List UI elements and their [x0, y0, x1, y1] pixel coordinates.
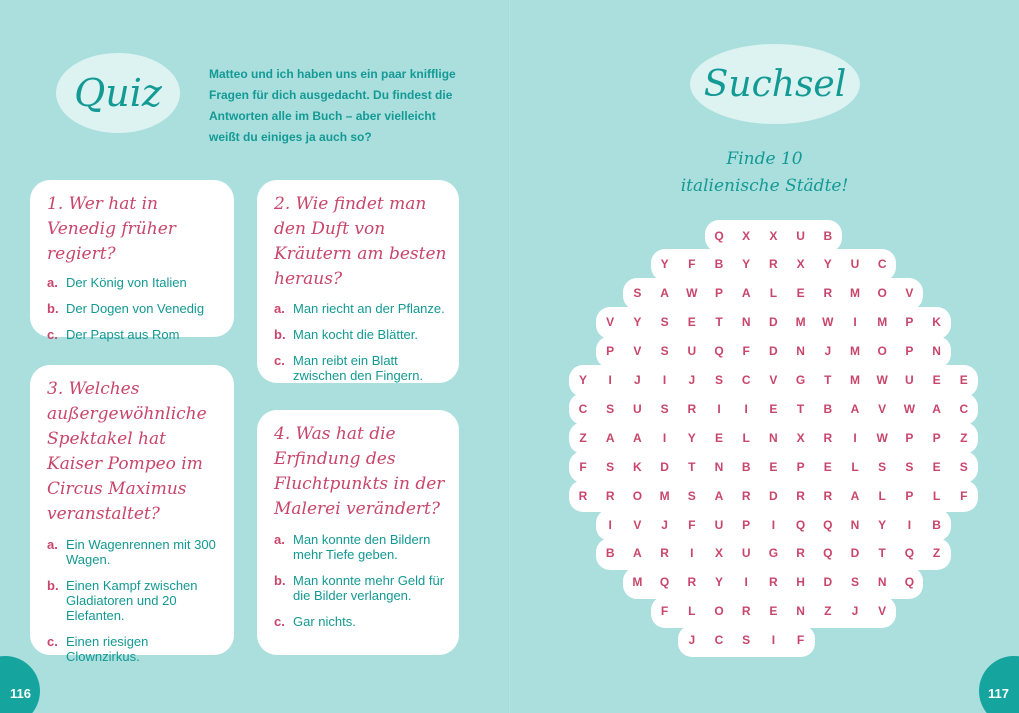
grid-letter[interactable]: A	[850, 488, 860, 503]
grid-letter[interactable]: D	[660, 459, 669, 474]
grid-letter[interactable]: J	[634, 373, 641, 387]
grid-letter[interactable]: B	[741, 459, 751, 474]
grid-letter[interactable]: O	[877, 286, 887, 301]
grid-letter[interactable]: U	[714, 517, 724, 532]
grid-letter[interactable]: F	[688, 517, 696, 532]
grid-letter[interactable]: P	[905, 488, 914, 503]
grid-letter[interactable]: Z	[824, 604, 832, 619]
grid-letter[interactable]: Y	[578, 373, 587, 387]
grid-letter[interactable]: X	[796, 430, 805, 445]
grid-letter[interactable]: Y	[823, 257, 832, 272]
grid-letter[interactable]: B	[605, 546, 615, 561]
grid-letter[interactable]: O	[877, 344, 887, 359]
grid-letter[interactable]: L	[932, 488, 941, 503]
grid-letter[interactable]: S	[660, 315, 669, 330]
grid-letter[interactable]: R	[687, 575, 697, 590]
grid-letter[interactable]: E	[932, 459, 941, 474]
grid-letter[interactable]: T	[715, 315, 723, 330]
word-search-grid	[510, 0, 1019, 713]
grid-letter[interactable]: T	[824, 373, 832, 387]
answer-option: b. Der Dogen von Venedig	[47, 301, 205, 316]
grid-letter[interactable]: Y	[633, 315, 642, 330]
grid-letter[interactable]: H	[796, 575, 805, 590]
grid-letter[interactable]: Z	[960, 430, 968, 445]
grid-letter[interactable]: V	[905, 286, 914, 301]
grid-letter[interactable]: Y	[714, 575, 723, 590]
grid-letter[interactable]: Q	[904, 575, 915, 590]
grid-letter[interactable]: P	[714, 286, 723, 301]
grid-letter[interactable]: W	[686, 286, 698, 301]
grid-letter[interactable]: I	[907, 517, 912, 532]
grid-letter[interactable]: S	[850, 575, 859, 590]
grid-letter[interactable]: F	[688, 257, 696, 272]
grid-letter[interactable]: E	[769, 459, 778, 474]
grid-letter[interactable]: M	[659, 488, 670, 503]
grid-letter[interactable]: M	[795, 315, 806, 330]
grid-letter[interactable]: M	[850, 286, 860, 301]
grid-letter[interactable]: A	[714, 488, 724, 503]
grid-letter[interactable]: K	[633, 459, 642, 474]
grid-letter[interactable]: I	[717, 401, 721, 416]
grid-letter[interactable]: M	[850, 373, 860, 387]
grid-letter[interactable]: L	[688, 604, 696, 619]
grid-letter[interactable]: M	[632, 575, 643, 590]
grid-letter[interactable]: J	[688, 633, 696, 648]
grid-letter[interactable]: L	[742, 430, 750, 445]
question-text: 1. Wer hat in Venedig früher regiert?	[47, 194, 176, 264]
grid-letter[interactable]: I	[853, 315, 857, 330]
grid-letter[interactable]: A	[850, 401, 860, 416]
grid-letter[interactable]: I	[771, 633, 776, 648]
grid-letter[interactable]: U	[633, 401, 642, 416]
grid-letter[interactable]: I	[662, 373, 667, 387]
answer-option: c. Einen riesigen Clownzirkus.	[47, 634, 149, 664]
grid-letter[interactable]: F	[796, 633, 805, 648]
grid-letter[interactable]: X	[742, 228, 751, 243]
grid-letter[interactable]: J	[851, 604, 859, 619]
grid-letter[interactable]: P	[932, 430, 941, 445]
grid-letter[interactable]: L	[878, 488, 886, 503]
grid-letter[interactable]: R	[796, 488, 805, 503]
grid-letter[interactable]: Q	[714, 228, 724, 243]
grid-letter[interactable]: D	[769, 344, 778, 359]
grid-letter[interactable]: R	[741, 488, 751, 503]
answer-option: c. Gar nichts.	[274, 614, 356, 629]
grid-letter[interactable]: I	[662, 430, 667, 445]
grid-letter[interactable]: A	[633, 546, 642, 561]
grid-letter[interactable]: S	[878, 459, 887, 474]
grid-letter[interactable]: Z	[932, 546, 941, 561]
answer-option: c. Man reibt ein Blatt zwischen den Fingern.	[274, 353, 424, 383]
grid-letter[interactable]: W	[903, 401, 916, 416]
grid-letter[interactable]: J	[661, 517, 668, 532]
grid-letter[interactable]: R	[823, 488, 833, 503]
grid-letter[interactable]: M	[850, 344, 860, 359]
instruction-line-2: italienische Städte!	[680, 176, 849, 196]
grid-letter[interactable]: S	[633, 286, 642, 301]
answer-option: b. Man konnte mehr Geld für die Bilder verlangen.	[274, 573, 445, 603]
grid-letter[interactable]: B	[823, 228, 833, 243]
grid-letter[interactable]: B	[823, 401, 833, 416]
grid-letter[interactable]: N	[741, 315, 751, 330]
grid-letter[interactable]: E	[932, 373, 941, 387]
grid-letter[interactable]: G	[768, 546, 779, 561]
answer-option: a. Man konnte den Bildern mehr Tiefe geben.	[274, 532, 431, 562]
grid-letter[interactable]: V	[878, 604, 887, 619]
grid-letter[interactable]: A	[605, 430, 615, 445]
answer-option: c. Der Papst aus Rom	[47, 327, 180, 342]
page-number: 117	[988, 686, 1009, 701]
grid-letter[interactable]: R	[578, 488, 588, 503]
grid-letter[interactable]: P	[606, 344, 615, 359]
grid-letter[interactable]: I	[771, 517, 776, 532]
grid-letter[interactable]: X	[769, 228, 778, 243]
grid-letter[interactable]: L	[851, 459, 859, 474]
grid-letter[interactable]: V	[633, 344, 642, 359]
grid-letter[interactable]: X	[796, 257, 805, 272]
question-card-2	[257, 180, 459, 383]
grid-letter[interactable]: F	[579, 459, 587, 474]
grid-letter[interactable]: A	[932, 401, 941, 416]
grid-letter[interactable]: W	[876, 430, 888, 445]
grid-letter[interactable]: Y	[742, 257, 751, 272]
grid-letter[interactable]: Y	[660, 257, 669, 272]
answer-option: b. Man kocht die Blätter.	[274, 327, 419, 342]
grid-letter[interactable]: J	[824, 344, 832, 359]
quiz-intro: Matteo und ich haben uns ein paar knifflige Fragen für dich ausgedacht. Du findest die Antworten alle im Buch – aber vielleicht weißt du einiges ja auch so?	[209, 67, 456, 144]
grid-letter[interactable]: U	[905, 373, 914, 387]
grid-letter[interactable]: N	[932, 344, 941, 359]
grid-letter[interactable]: O	[632, 488, 643, 503]
grid-letter[interactable]: D	[769, 488, 778, 503]
grid-letter[interactable]: R	[741, 604, 751, 619]
grid-letter[interactable]: I	[608, 517, 612, 532]
grid-letter[interactable]: W	[876, 373, 888, 387]
right-page	[510, 0, 1019, 713]
grid-letter[interactable]: S	[714, 373, 723, 387]
grid-letter[interactable]: Q	[904, 546, 915, 561]
grid-letter[interactable]: Q	[795, 517, 806, 532]
grid-letter[interactable]: C	[578, 401, 588, 416]
grid-letter[interactable]: C	[877, 257, 887, 272]
grid-letter[interactable]: T	[878, 546, 886, 561]
grid-letter[interactable]: R	[823, 286, 833, 301]
grid-letter[interactable]: E	[769, 604, 778, 619]
grid-letter[interactable]: S	[660, 401, 669, 416]
grid-letter[interactable]: S	[959, 459, 968, 474]
grid-letter[interactable]: J	[688, 373, 696, 387]
grid-letter[interactable]: U	[850, 257, 860, 272]
grid-letter[interactable]: V	[633, 517, 642, 532]
grid-letter[interactable]: R	[605, 488, 615, 503]
grid-letter[interactable]: I	[744, 575, 748, 590]
grid-letter[interactable]: E	[959, 373, 968, 387]
grid-letter[interactable]: Q	[659, 575, 670, 590]
page-number: 116	[10, 686, 31, 701]
grid-letter[interactable]: N	[850, 517, 860, 532]
question-text: 4. Was hat die Erfindung des Fluchtpunkts in der Malerei verändert?	[274, 424, 445, 519]
grid-letter[interactable]: Q	[823, 517, 833, 532]
grid-letter[interactable]: M	[877, 315, 888, 330]
grid-letter[interactable]: S	[687, 488, 696, 503]
grid-letter[interactable]: N	[877, 575, 887, 590]
grid-letter[interactable]: E	[714, 430, 723, 445]
grid-letter[interactable]: R	[769, 575, 778, 590]
grid-letter[interactable]: Y	[687, 430, 696, 445]
grid-letter[interactable]: U	[796, 228, 805, 243]
grid-letter[interactable]: N	[796, 604, 805, 619]
grid-letter[interactable]: I	[608, 373, 612, 387]
grid-letter[interactable]: C	[959, 401, 969, 416]
grid-letter[interactable]: G	[795, 373, 806, 387]
grid-letter[interactable]: C	[714, 633, 724, 648]
grid-letter[interactable]: R	[660, 546, 669, 561]
grid-letter[interactable]: D	[823, 575, 833, 590]
question-card-4	[257, 410, 459, 655]
grid-letter[interactable]: S	[606, 459, 615, 474]
grid-letter[interactable]: I	[744, 401, 748, 416]
grid-letter[interactable]: A	[741, 286, 751, 301]
grid-letter[interactable]: P	[905, 344, 914, 359]
grid-letter[interactable]: Y	[878, 517, 887, 532]
grid-letter[interactable]: P	[742, 517, 751, 532]
grid-letter[interactable]: D	[850, 546, 860, 561]
grid-letter[interactable]: Q	[714, 344, 724, 359]
grid-letter[interactable]: P	[905, 430, 914, 445]
grid-letter[interactable]: C	[741, 373, 751, 387]
grid-letter[interactable]: V	[878, 401, 887, 416]
grid-letter[interactable]: E	[796, 286, 805, 301]
grid-letter[interactable]: F	[960, 488, 968, 503]
grid-letter[interactable]: E	[687, 315, 696, 330]
grid-letter[interactable]: V	[606, 315, 615, 330]
grid-letter[interactable]: S	[660, 344, 669, 359]
grid-letter[interactable]: Q	[823, 546, 833, 561]
grid-letter[interactable]: U	[687, 344, 697, 359]
question-text: 3. Welches außergewöhnliche Spektakel hat Kaiser Pompeo im Circus Maximus veranstaltet?	[47, 379, 207, 524]
answer-option: a. Ein Wagenrennen mit 300 Wagen.	[47, 537, 216, 567]
grid-letter[interactable]: U	[741, 546, 751, 561]
grid-letter[interactable]: E	[769, 401, 778, 416]
grid-letter[interactable]: I	[690, 546, 694, 561]
grid-letter[interactable]: B	[714, 257, 724, 272]
question-card-1	[30, 180, 234, 342]
grid-letter[interactable]: R	[823, 430, 833, 445]
grid-letter[interactable]: Z	[579, 430, 587, 445]
grid-letter[interactable]: S	[905, 459, 914, 474]
grid-letter[interactable]: R	[796, 546, 805, 561]
grid-letter[interactable]: P	[905, 315, 914, 330]
question-text: 2. Wie findet man den Duft von Kräutern am besten heraus?	[274, 194, 447, 289]
answer-option: a. Der König von Italien	[47, 275, 187, 290]
grid-letter[interactable]: A	[660, 286, 669, 301]
grid-letter[interactable]: S	[742, 633, 751, 648]
grid-letter[interactable]: N	[769, 430, 778, 445]
grid-letter[interactable]: F	[660, 604, 669, 619]
grid-letter[interactable]: A	[633, 430, 642, 445]
suchsel-title: Suchsel	[690, 44, 860, 124]
grid-letter[interactable]: K	[932, 315, 941, 330]
grid-letter[interactable]: R	[769, 257, 778, 272]
grid-letter[interactable]: V	[769, 373, 778, 387]
grid-letter[interactable]: P	[796, 459, 805, 474]
page-number-badge	[0, 656, 40, 713]
grid-letter[interactable]: R	[687, 401, 697, 416]
grid-letter[interactable]: F	[742, 344, 750, 359]
grid-letter[interactable]: W	[822, 315, 834, 330]
grid-letter[interactable]: T	[796, 401, 805, 416]
grid-letter[interactable]: S	[606, 401, 615, 416]
grid-letter[interactable]: O	[714, 604, 724, 619]
grid-letter[interactable]: N	[714, 459, 724, 474]
grid-letter[interactable]: E	[823, 459, 832, 474]
grid-letter[interactable]: T	[688, 459, 696, 474]
grid-letter[interactable]: B	[932, 517, 941, 532]
grid-letter[interactable]: D	[769, 315, 778, 330]
instruction-line-1: Finde 10	[726, 149, 803, 169]
quiz-title: Quiz	[56, 53, 180, 133]
grid-letter[interactable]: L	[769, 286, 778, 301]
left-page	[0, 0, 509, 713]
answer-option: a. Man riecht an der Pflanze.	[274, 301, 445, 316]
grid-letter[interactable]: I	[853, 430, 857, 445]
answer-option: b. Einen Kampf zwischen Gladiatoren und 20 Elefanten.	[47, 578, 198, 623]
grid-letter[interactable]: N	[796, 344, 805, 359]
question-card-3	[30, 365, 234, 664]
grid-letter[interactable]: X	[714, 546, 723, 561]
